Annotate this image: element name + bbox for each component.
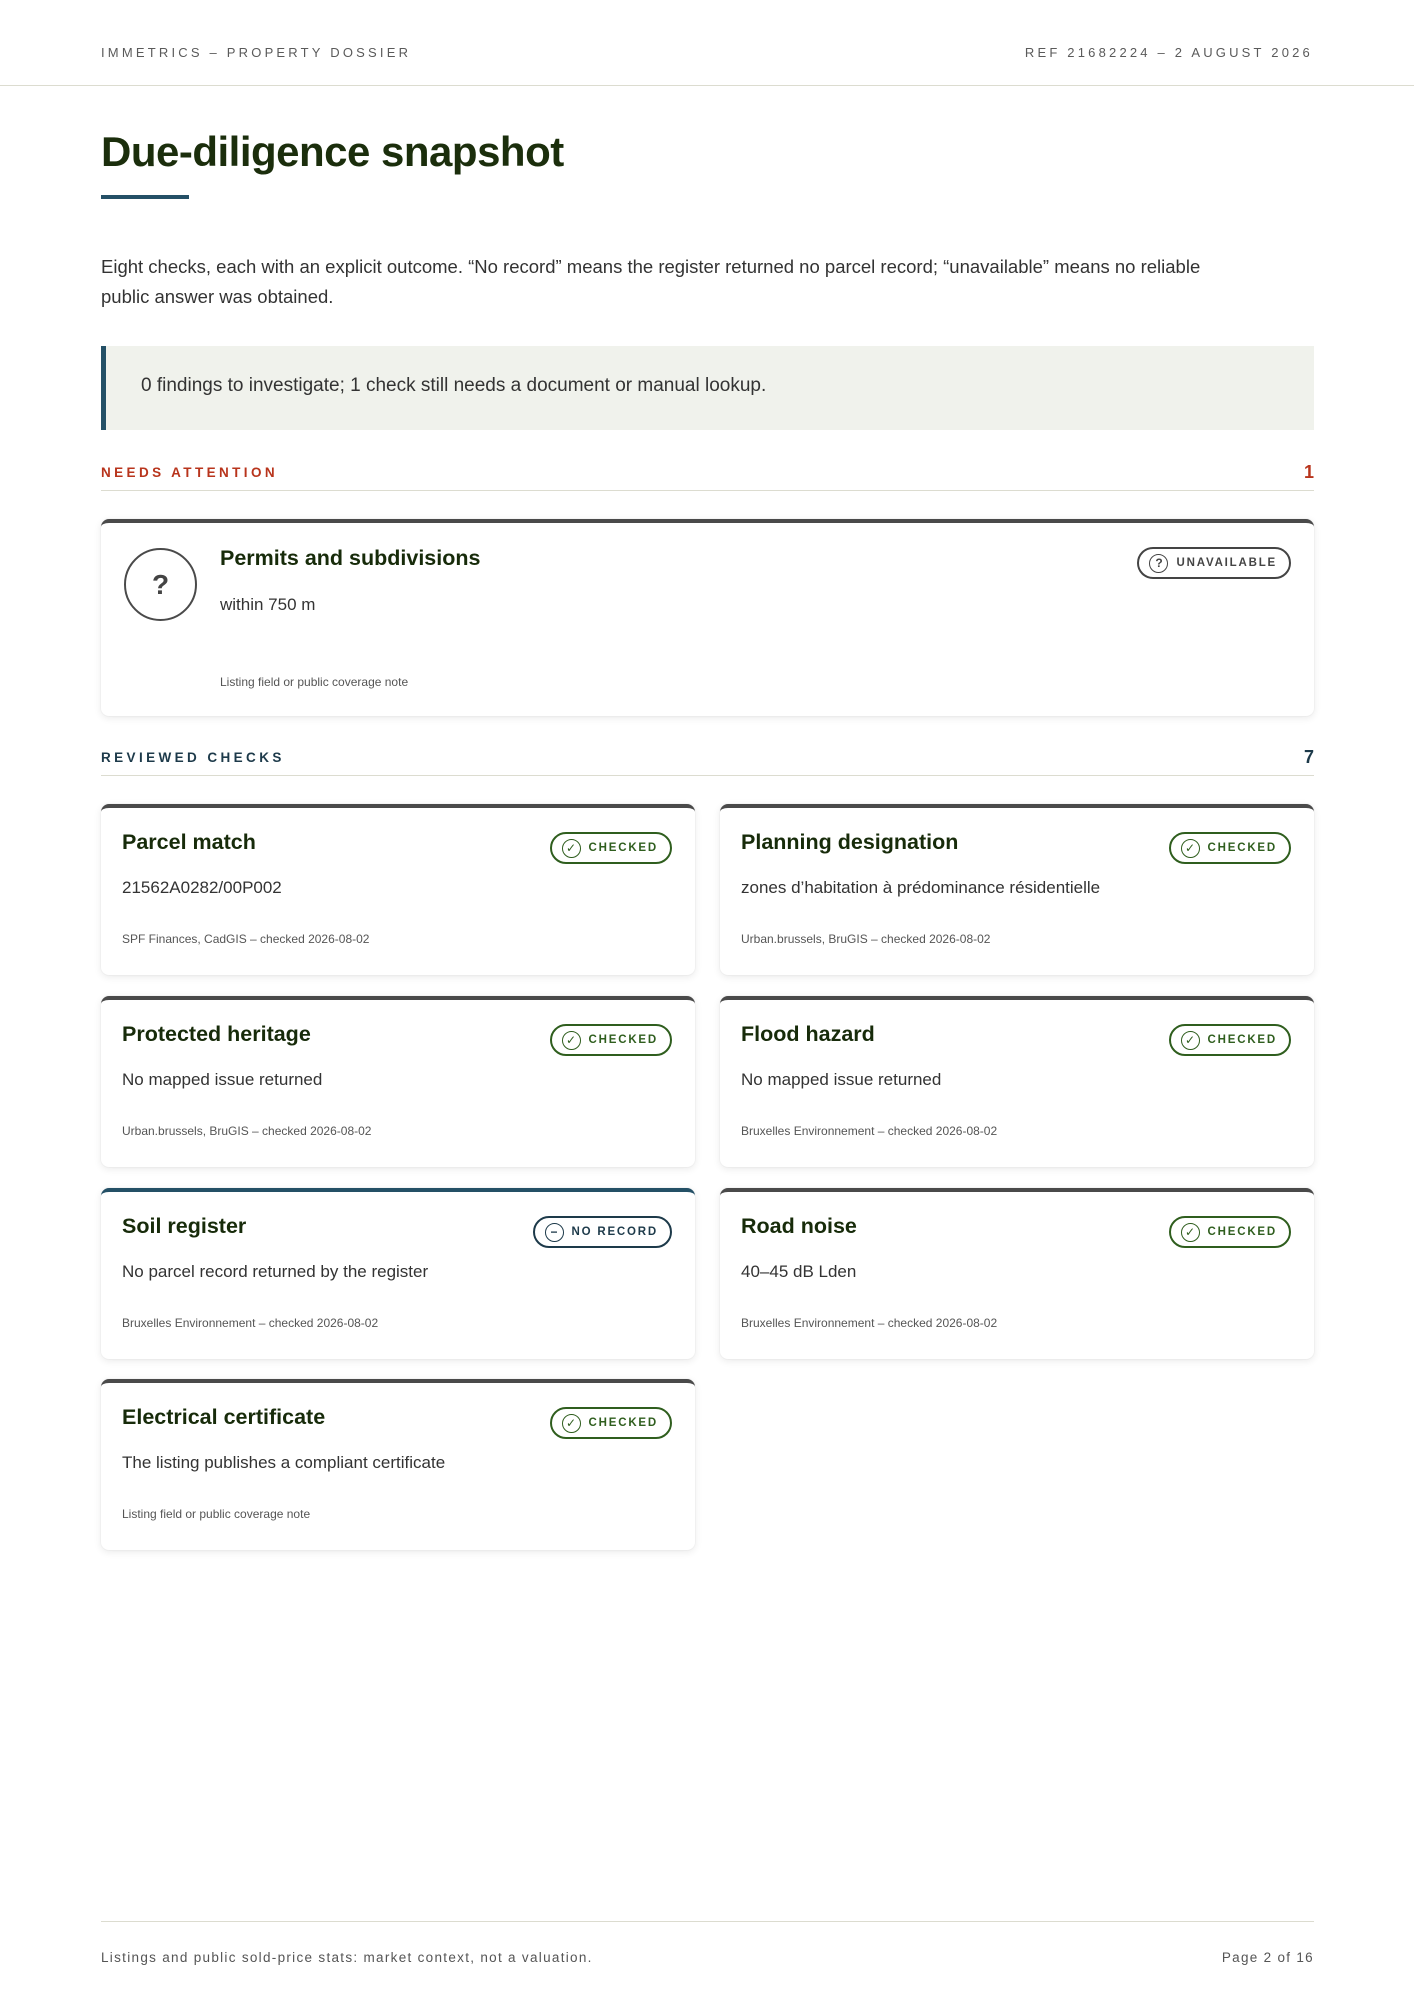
check-circle-icon: ✓	[562, 839, 581, 858]
check-title: Flood hazard	[741, 1022, 875, 1046]
check-title: Electrical certificate	[122, 1405, 326, 1429]
header-brand: IMMETRICS – PROPERTY DOSSIER	[101, 45, 412, 60]
reviewed-checks-count: 7	[1303, 747, 1314, 767]
status-badge-checked	[550, 1024, 672, 1056]
status-badge-unavailable	[1137, 547, 1291, 579]
check-title: Road noise	[741, 1214, 857, 1238]
check-value: No mapped issue returned	[122, 1070, 323, 1089]
summary-callout-text: 0 findings to investigate; 1 check still needs a document or manual lookup.	[141, 375, 767, 396]
check-value: The listing publishes a compliant certificate	[122, 1453, 446, 1472]
status-badge-label: CHECKED	[1207, 842, 1277, 854]
check-source: SPF Finances, CadGIS – checked 2026-08-02	[122, 932, 370, 946]
question-circle-icon: ?	[124, 548, 197, 621]
reviewed-checks-label: REVIEWED CHECKS	[101, 750, 285, 765]
status-badge-checked	[1169, 1024, 1291, 1056]
summary-callout	[101, 346, 1314, 430]
check-source: Bruxelles Environnement – checked 2026-08-02	[122, 1316, 379, 1330]
question-circle-icon: ?	[1149, 554, 1168, 573]
page-footer	[101, 1921, 1314, 1965]
page-title: Due-diligence snapshot	[101, 128, 564, 175]
check-circle-icon: ✓	[1181, 839, 1200, 858]
check-title: Protected heritage	[122, 1022, 311, 1046]
header-reference: REF 21682224 – 2 AUGUST 2026	[1024, 45, 1313, 60]
check-value: No mapped issue returned	[741, 1070, 942, 1089]
check-value: within 750 m	[220, 595, 316, 614]
status-badge-checked	[1169, 832, 1291, 864]
check-title: Parcel match	[122, 830, 256, 854]
footer-disclaimer: Listings and public sold-price stats: market context, not a valuation.	[101, 1950, 593, 1965]
page-header	[0, 0, 1414, 86]
status-badge-label: NO RECORD	[571, 1226, 658, 1238]
check-value: No parcel record returned by the register	[122, 1262, 429, 1281]
check-circle-icon: ✓	[1181, 1223, 1200, 1242]
status-badge-checked	[1169, 1216, 1291, 1248]
status-badge-checked	[550, 1407, 672, 1439]
check-source: Urban.brussels, BruGIS – checked 2026-08-02	[122, 1124, 372, 1138]
status-badge-no-record	[533, 1216, 672, 1248]
needs-attention-count: 1	[1303, 462, 1314, 482]
title-underline	[101, 195, 189, 199]
minus-circle-icon: −	[545, 1223, 564, 1242]
check-card-parcel-match[interactable]	[101, 804, 695, 975]
check-value: 40–45 dB Lden	[741, 1262, 857, 1281]
status-badge-label: CHECKED	[588, 842, 658, 854]
check-source: Bruxelles Environnement – checked 2026-08-02	[741, 1316, 998, 1330]
check-circle-icon: ✓	[1181, 1031, 1200, 1050]
needs-attention-header	[101, 462, 1314, 491]
check-card-soil-register[interactable]	[101, 1188, 695, 1359]
check-source: Urban.brussels, BruGIS – checked 2026-08-02	[741, 932, 991, 946]
check-card-electrical-certificate[interactable]	[101, 1379, 695, 1550]
reviewed-checks-header	[101, 747, 1314, 776]
intro-paragraph: Eight checks, each with an explicit outcome. “No record” means the register returned no parcel record; “unavailable” means no reliable public answer was obtained.	[101, 256, 1201, 307]
check-circle-icon: ✓	[562, 1031, 581, 1050]
check-value: zones d’habitation à prédominance résidentielle	[741, 878, 1101, 897]
check-source: Listing field or public coverage note	[220, 675, 409, 689]
status-badge-label: CHECKED	[1207, 1034, 1277, 1046]
check-card-protected-heritage[interactable]	[101, 996, 695, 1167]
check-title: Planning designation	[741, 830, 959, 854]
check-card-permits[interactable]	[101, 519, 1314, 716]
check-source: Listing field or public coverage note	[122, 1507, 311, 1521]
status-badge-label: UNAVAILABLE	[1176, 557, 1277, 569]
needs-attention-label: NEEDS ATTENTION	[101, 465, 279, 480]
check-title: Soil register	[122, 1214, 247, 1238]
check-source: Bruxelles Environnement – checked 2026-08-02	[741, 1124, 998, 1138]
page-number: Page 2 of 16	[1221, 1950, 1314, 1965]
check-value: 21562A0282/00P002	[122, 878, 282, 897]
check-card-flood-hazard[interactable]	[720, 996, 1314, 1167]
status-badge-label: CHECKED	[1207, 1226, 1277, 1238]
status-badge-checked	[550, 832, 672, 864]
status-badge-label: CHECKED	[588, 1417, 658, 1429]
check-circle-icon: ✓	[562, 1414, 581, 1433]
check-card-road-noise[interactable]	[720, 1188, 1314, 1359]
check-card-planning-designation[interactable]	[720, 804, 1314, 975]
check-title: Permits and subdivisions	[220, 546, 481, 570]
status-badge-label: CHECKED	[588, 1034, 658, 1046]
